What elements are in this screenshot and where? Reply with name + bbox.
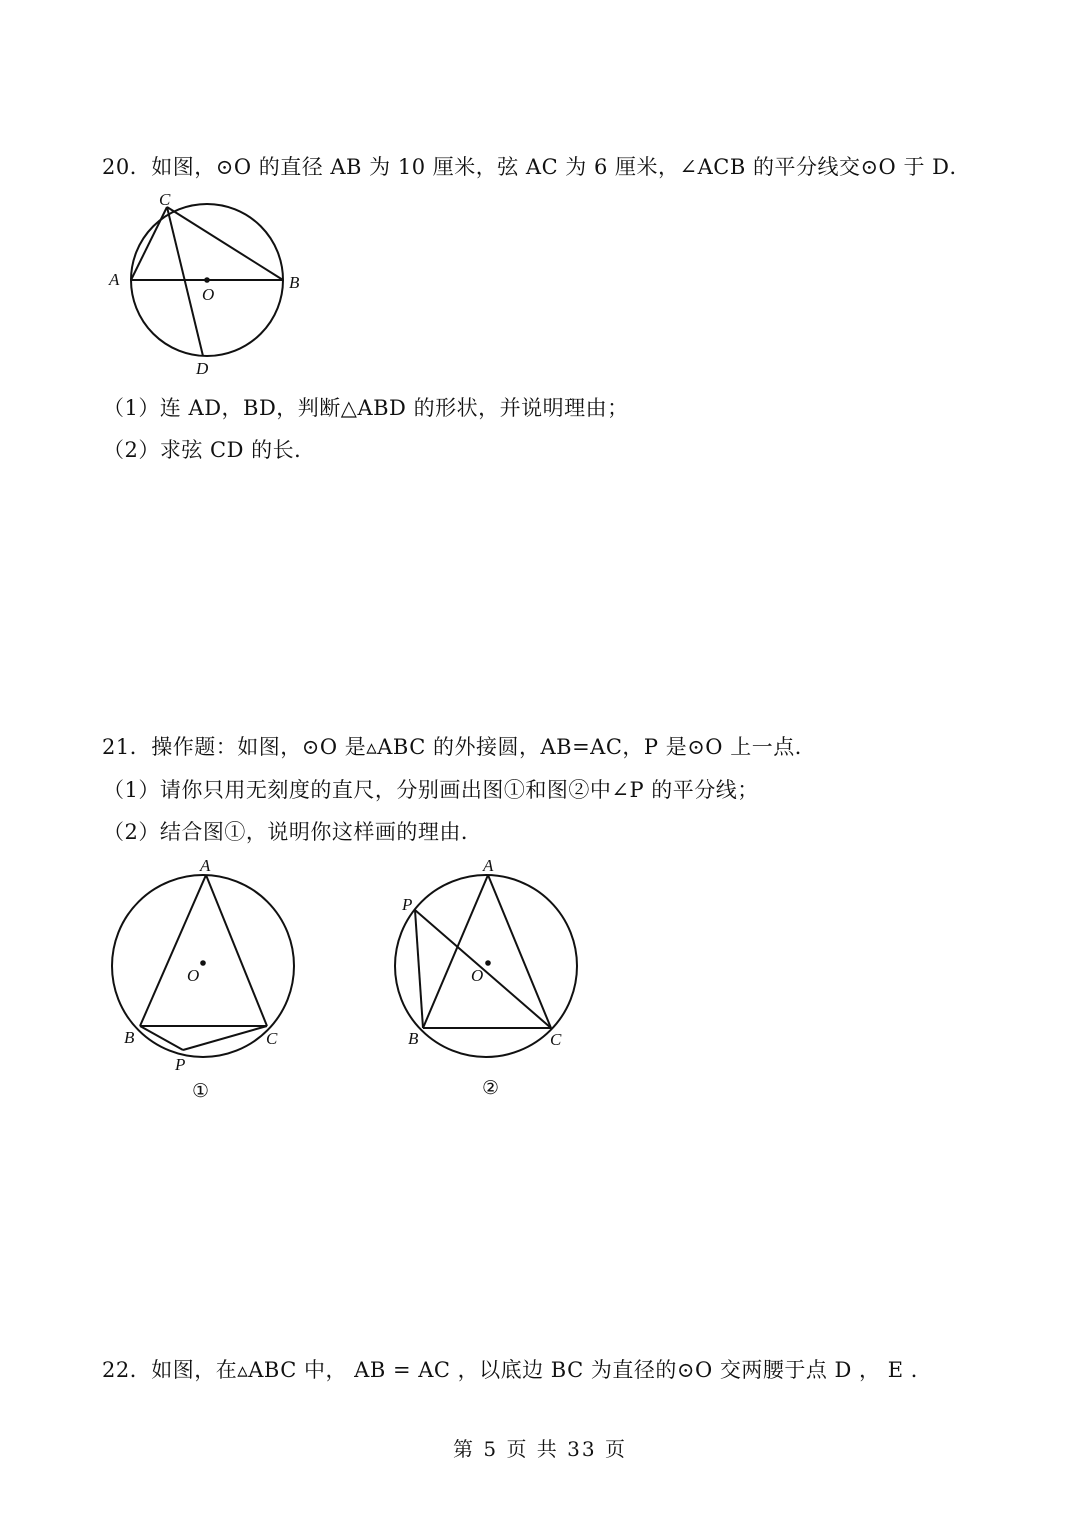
q21-part1: （1）请你只用无刻度的直尺，分别画出图①和图②中∠P 的平分线；	[103, 778, 759, 802]
q20-part1: （1）连 AD，BD，判断△ABD 的形状，并说明理由；	[103, 396, 629, 420]
q21-f1-segment-pc	[183, 1026, 267, 1050]
q21-f2-label-a: A	[483, 856, 494, 875]
q20-stem: 20．如图，⊙O 的直径 AB 为 10 厘米，弦 AC 为 6 厘米，∠ACB 的平分线交⊙O 于 D．	[102, 155, 971, 179]
q20-figure	[100, 188, 330, 388]
q21-f2-segment-pb	[415, 910, 423, 1028]
q21-caption-1: ①	[192, 1080, 210, 1102]
q21-f2-label-o: O	[471, 966, 484, 985]
q20-label-c: C	[159, 190, 171, 209]
q22-stem: 22．如图，在▵ABC 中， AB = AC ，以底边 BC 为直径的⊙O 交两腰于点 D ， E ．	[102, 1358, 933, 1382]
q21-f1-label-o: O	[187, 966, 200, 985]
q20-label-o: O	[202, 285, 215, 304]
q20-chord-cd	[167, 207, 203, 356]
q20-chord-cb	[167, 207, 283, 280]
page-footer: 第 5 页 共 33 页	[453, 1437, 627, 1461]
q21-f2-center-dot	[485, 960, 491, 966]
q21-part2: （2）结合图①，说明你这样画的理由．	[103, 820, 483, 844]
q21-f1-label-c: C	[266, 1029, 278, 1048]
q20-chord-ac	[131, 207, 167, 280]
q21-caption-2: ②	[482, 1077, 500, 1099]
q21-f1-center-dot	[200, 960, 206, 966]
q20-part2: （2）求弦 CD 的长．	[103, 438, 316, 462]
q21-f1-label-b: B	[124, 1028, 135, 1047]
q21-f2-label-c: C	[550, 1030, 562, 1049]
q21-figure-1	[100, 855, 320, 1075]
q20-center-dot	[204, 277, 210, 283]
q21-f1-label-p: P	[175, 1055, 186, 1074]
q21-f1-label-a: A	[200, 856, 211, 875]
q21-f2-side-ac	[488, 875, 551, 1028]
q21-figure-2	[385, 855, 605, 1075]
q21-stem: 21．操作题：如图，⊙O 是▵ABC 的外接圆，AB=AC，P 是⊙O 上一点．	[102, 735, 817, 759]
q21-f2-label-b: B	[408, 1029, 419, 1048]
q21-f2-side-ab	[423, 875, 488, 1028]
q20-label-d: D	[196, 359, 209, 378]
q20-label-b: B	[289, 273, 300, 292]
q21-f1-side-ac	[206, 875, 267, 1026]
q20-label-a: A	[109, 270, 120, 289]
q21-f1-side-ab	[140, 875, 206, 1026]
q21-f2-label-p: P	[402, 895, 413, 914]
